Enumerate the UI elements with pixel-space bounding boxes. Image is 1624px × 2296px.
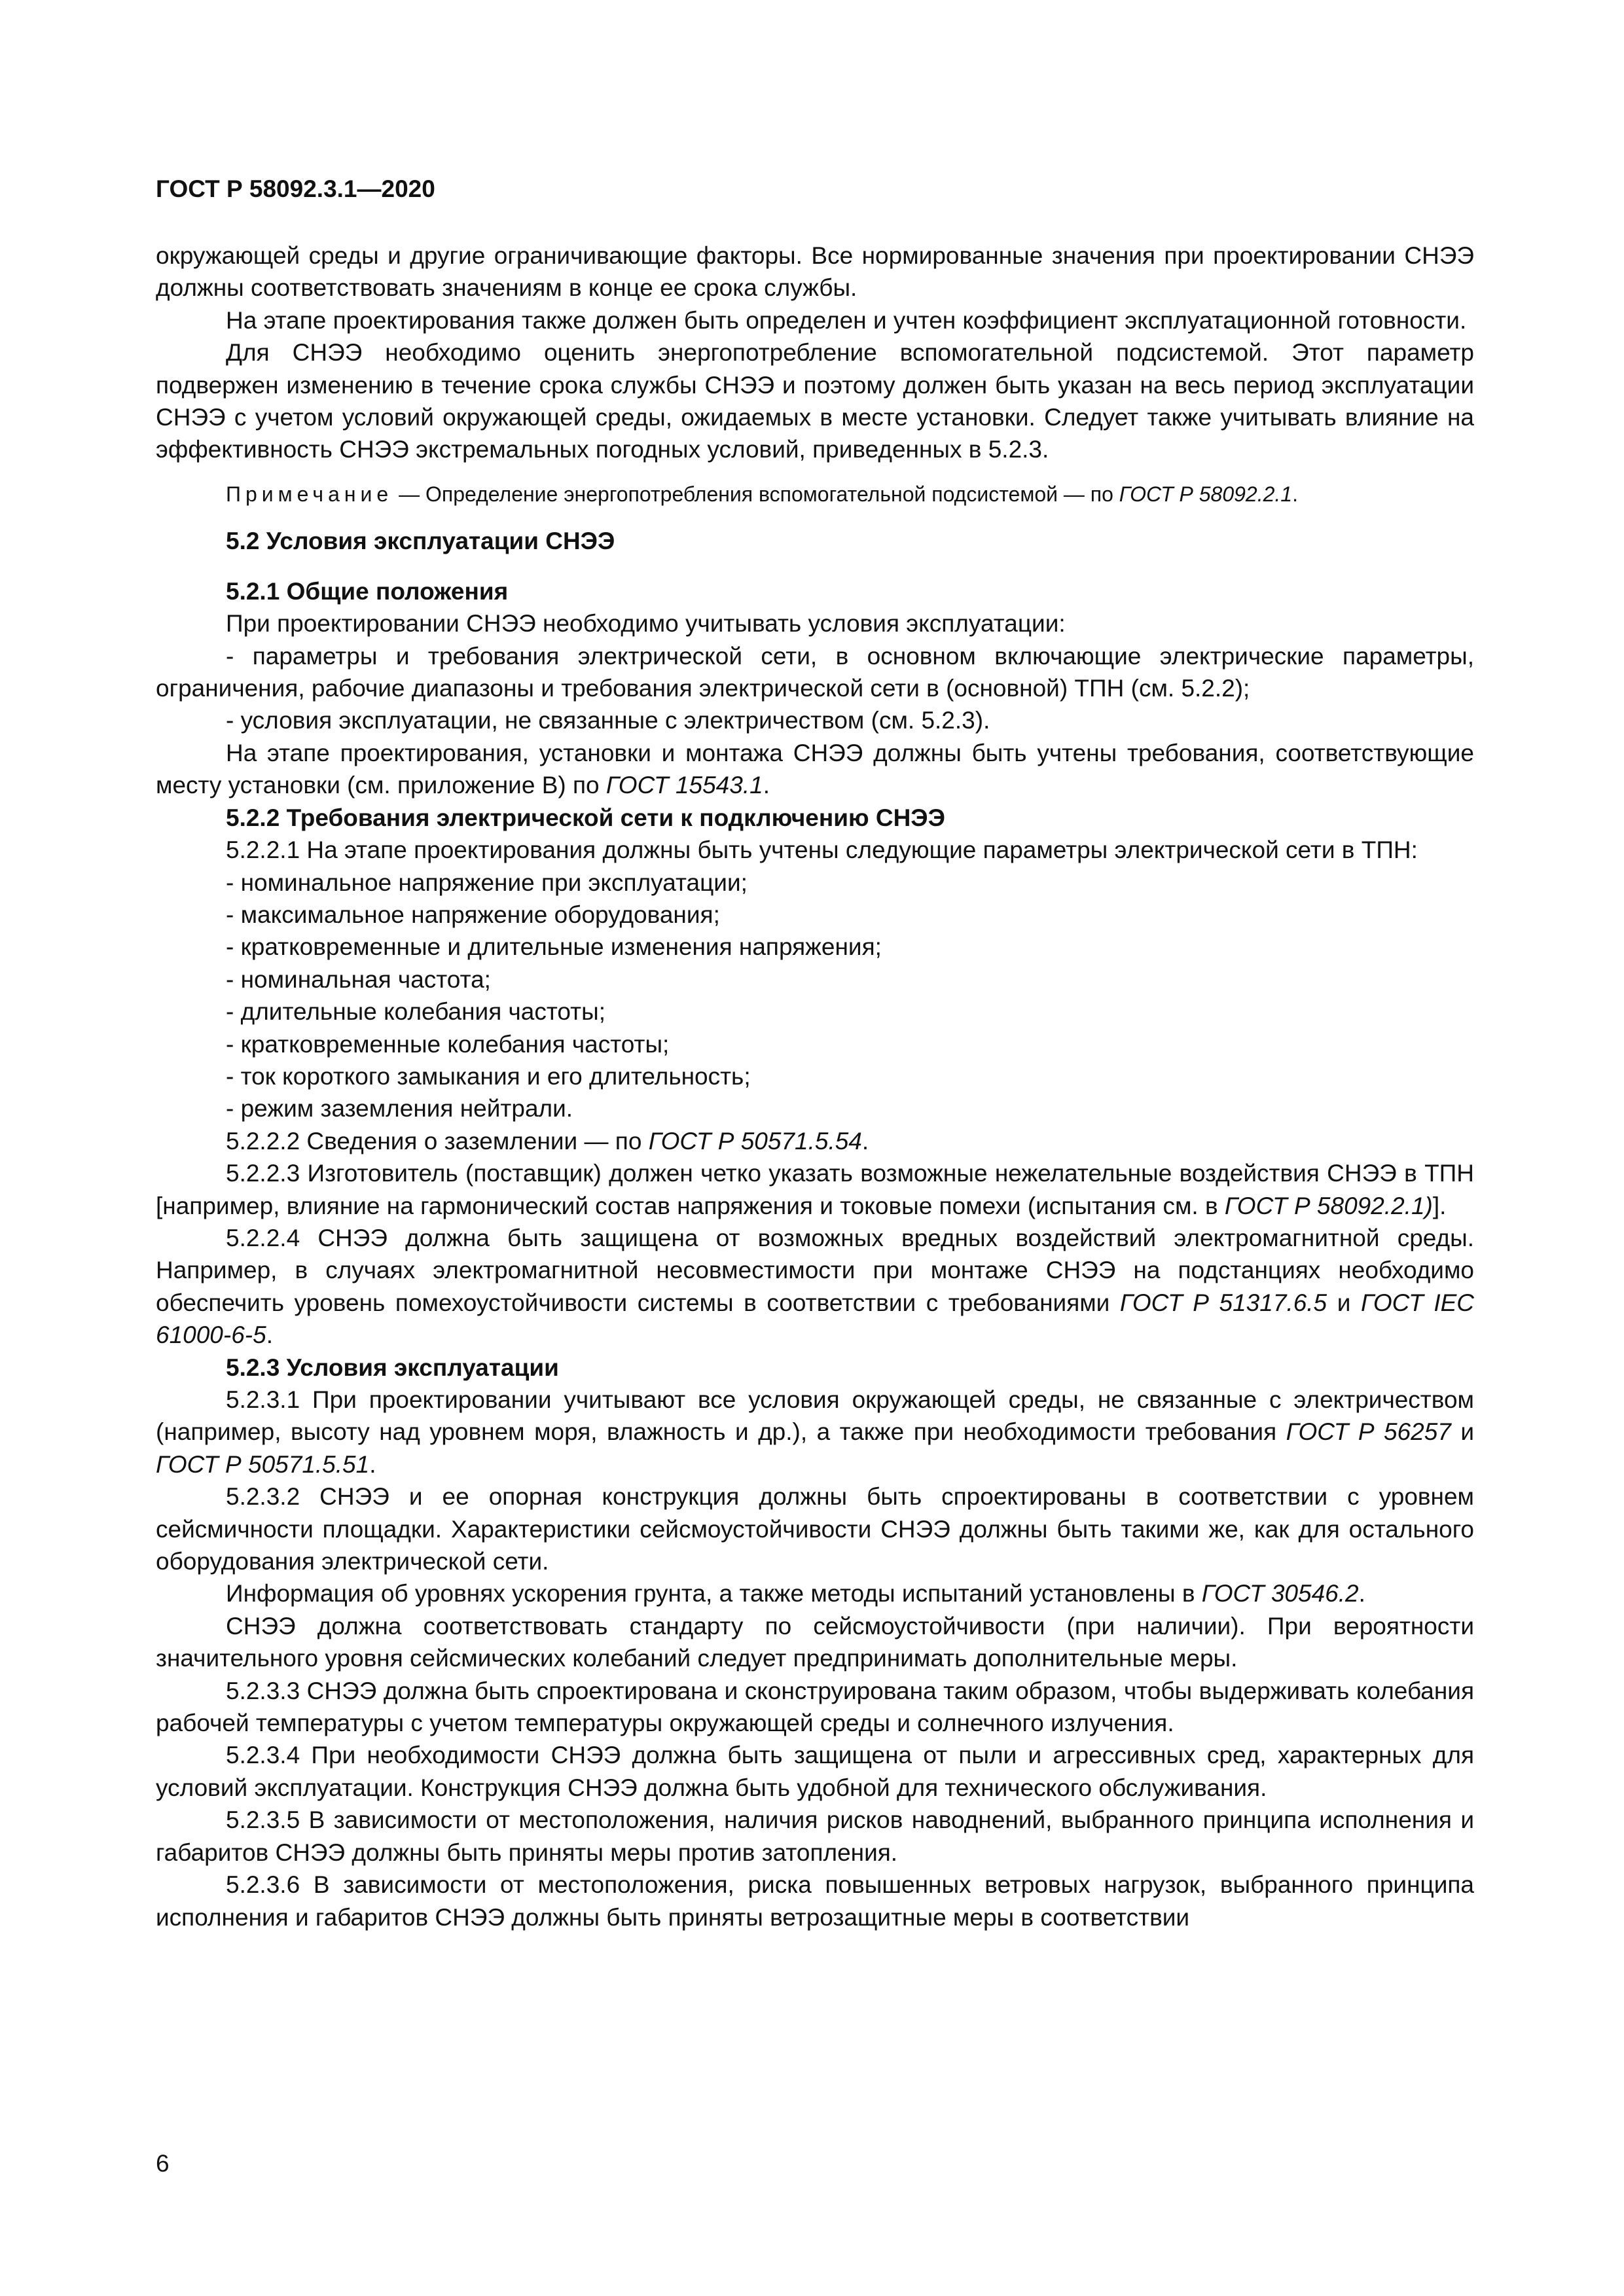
s522-p2-end: . [861, 1127, 869, 1155]
intro-paragraph-1: окружающей среды и другие ограничивающие факторы. Все нормированные значения при проектировании СНЭЭ должны соответствовать значениям в конце ее срока службы. [156, 242, 1474, 302]
s521-p2-reference: ГОСТ 15543.1 [605, 772, 763, 799]
note-paragraph [156, 480, 1474, 508]
s522-list-item: - номинальное напряжение при эксплуатации; [226, 869, 748, 896]
note-end: . [1292, 482, 1298, 506]
intro-paragraph-2: На этапе проектирования также должен быть определен и учтен коэффициент эксплуатационной готовности. [226, 306, 1467, 334]
s522-list-item: - максимальное напряжение оборудования; [226, 901, 720, 928]
s522-p4-reference-2: ГОСТ IEC 61000-6-5 [156, 1289, 1474, 1349]
s523-p1-reference-2: ГОСТ Р 50571.5.51 [156, 1450, 370, 1478]
s521-p2-end: . [763, 772, 770, 799]
s523-paragraph-6: 5.2.3.4 При необходимости СНЭЭ должна быть защищена от пыли и агрессивных сред, характерных для условий эксплуатации. Конструкция СНЭЭ должна быть удобной для технического обслуживания. [156, 1742, 1474, 1801]
s523-p1-end: . [369, 1450, 376, 1478]
document-code-header: ГОСТ Р 58092.3.1—2020 [156, 175, 435, 202]
s522-list-item: - ток короткого замыкания и его длительность; [226, 1062, 751, 1090]
intro-paragraph-3: Для СНЭЭ необходимо оценить энергопотребление вспомогательной подсистемой. Этот параметр подвержен изменению в течение срока службы СНЭЭ и поэтому должен быть указан на весь период эксплуатации СНЭЭ с учетом условий окружающей среды, ожидаемых в месте установки. Следует также учитывать влияние на эффективность СНЭЭ экстремальных погодных условий, приведенных в 5.2.3. [156, 339, 1474, 463]
s521-paragraph-1: При проектировании СНЭЭ необходимо учитывать условия эксплуатации: [226, 610, 1066, 637]
s522-paragraph-3 [156, 1157, 1474, 1222]
section-5-2-2-title: 5.2.2 Требования электрической сети к подключению СНЭЭ [226, 804, 945, 831]
s522-list-item: - номинальная частота; [226, 965, 491, 993]
s522-paragraph-4 [156, 1222, 1474, 1352]
s522-p4-end: . [266, 1321, 273, 1349]
note-text: — Определение энергопотребления вспомогательной подсистемой — по [393, 482, 1119, 506]
section-5-2-3-title: 5.2.3 Условия эксплуатации [226, 1354, 559, 1381]
s523-p3-end: . [1358, 1580, 1365, 1607]
s523-p3-text: Информация об уровнях ускорения грунта, а также методы испытаний установлены в [226, 1580, 1202, 1607]
s523-paragraph-4: СНЭЭ должна соответствовать стандарту по сейсмоустойчивости (при наличии). При вероятности значительного уровня сейсмических колебаний следует предпринимать дополнительные меры. [156, 1612, 1474, 1672]
s523-paragraph-2: 5.2.3.2 СНЭЭ и ее опорная конструкция должны быть спроектированы в соответствии с уровнем сейсмичности площадки. Характеристики сейсмоустойчивости СНЭЭ должны быть такими же, как для остального оборудования электрической сети. [156, 1483, 1474, 1575]
s522-p3-end: ]. [1432, 1192, 1447, 1219]
s521-paragraph-2 [156, 737, 1474, 802]
s522-p4-reference-1: ГОСТ Р 51317.6.5 [1119, 1289, 1327, 1316]
s523-paragraph-8: 5.2.3.6 В зависимости от местоположения, риска повышенных ветровых нагрузок, выбранного принципа исполнения и габаритов СНЭЭ должны быть приняты ветрозащитные меры в соответствии [156, 1871, 1474, 1931]
s522-p4-text: 5.2.2.4 СНЭЭ должна быть защищена от возможных вредных воздействий электромагнитной среды. Например, в случаях электромагнитной несовместимости при монтаже СНЭЭ на подстанциях необходимо обеспечить уровень помехоустойчивости системы в соответствии с требованиями [156, 1224, 1474, 1316]
s522-list-item: - кратковременные колебания частоты; [226, 1030, 670, 1058]
s523-paragraph-3 [156, 1577, 1474, 1609]
s522-paragraph-2 [156, 1125, 1474, 1157]
s523-paragraph-7: 5.2.3.5 В зависимости от местоположения, наличия рисков наводнений, выбранного принципа исполнения и габаритов СНЭЭ должны быть приняты меры против затопления. [156, 1806, 1474, 1866]
document-page [156, 175, 1474, 1933]
s522-list-item: - режим заземления нейтрали. [226, 1095, 573, 1122]
s521-bullet-1: - параметры и требования электрической сети, в основном включающие электрические параметры, ограничения, рабочие диапазоны и требования электрической сети в (основной) ТПН (см. 5.2.2); [156, 642, 1474, 702]
note-reference: ГОСТ Р 58092.2.1 [1119, 482, 1293, 506]
s522-p2-text: 5.2.2.2 Сведения о заземлении — по [226, 1127, 649, 1155]
s521-p2-text: На этапе проектирования, установки и монтажа СНЭЭ должны быть учтены требования, соответствующие месту установки (см. приложение В) по [156, 739, 1474, 799]
s523-p3-reference: ГОСТ 30546.2 [1201, 1580, 1359, 1607]
s523-p1-and: и [1451, 1418, 1474, 1446]
note-label: Примечание [226, 482, 393, 506]
s523-paragraph-1 [156, 1384, 1474, 1480]
section-5-2-title: 5.2 Условия эксплуатации СНЭЭ [226, 527, 615, 554]
page-number: 6 [156, 2150, 170, 2177]
s522-p3-reference: ГОСТ Р 58092.2.1) [1224, 1192, 1433, 1219]
s522-p2-reference: ГОСТ Р 50571.5.54 [648, 1127, 862, 1155]
s523-p1-reference-1: ГОСТ Р 56257 [1286, 1418, 1451, 1446]
s522-list-item: - кратковременные и длительные изменения напряжения; [226, 933, 882, 961]
s521-bullet-2: - условия эксплуатации, не связанные с электричеством (см. 5.2.3). [226, 707, 990, 734]
s523-paragraph-5: 5.2.3.3 СНЭЭ должна быть спроектирована и сконструирована таким образом, чтобы выдерживать колебания рабочей температуры с учетом температуры окружающей среды и солнечного излучения. [156, 1677, 1474, 1737]
s522-p4-and: и [1327, 1289, 1361, 1316]
s522-list-item: - длительные колебания частоты; [226, 998, 606, 1026]
section-5-2-1-title: 5.2.1 Общие положения [226, 577, 509, 605]
s522-paragraph-1: 5.2.2.1 На этапе проектирования должны быть учтены следующие параметры электрической сети в ТПН: [226, 836, 1418, 864]
s523-p1-text: 5.2.3.1 При проектировании учитывают все условия окружающей среды, не связанные с электричеством (например, высоту над уровнем моря, влажность и др.), а также при необходимости требования [156, 1386, 1474, 1446]
s522-p3-text: 5.2.2.3 Изготовитель (поставщик) должен четко указать возможные нежелательные воздействия СНЭЭ в ТПН [например, влияние на гармонический состав напряжения и токовые помехи (испытания см. в [156, 1160, 1474, 1219]
